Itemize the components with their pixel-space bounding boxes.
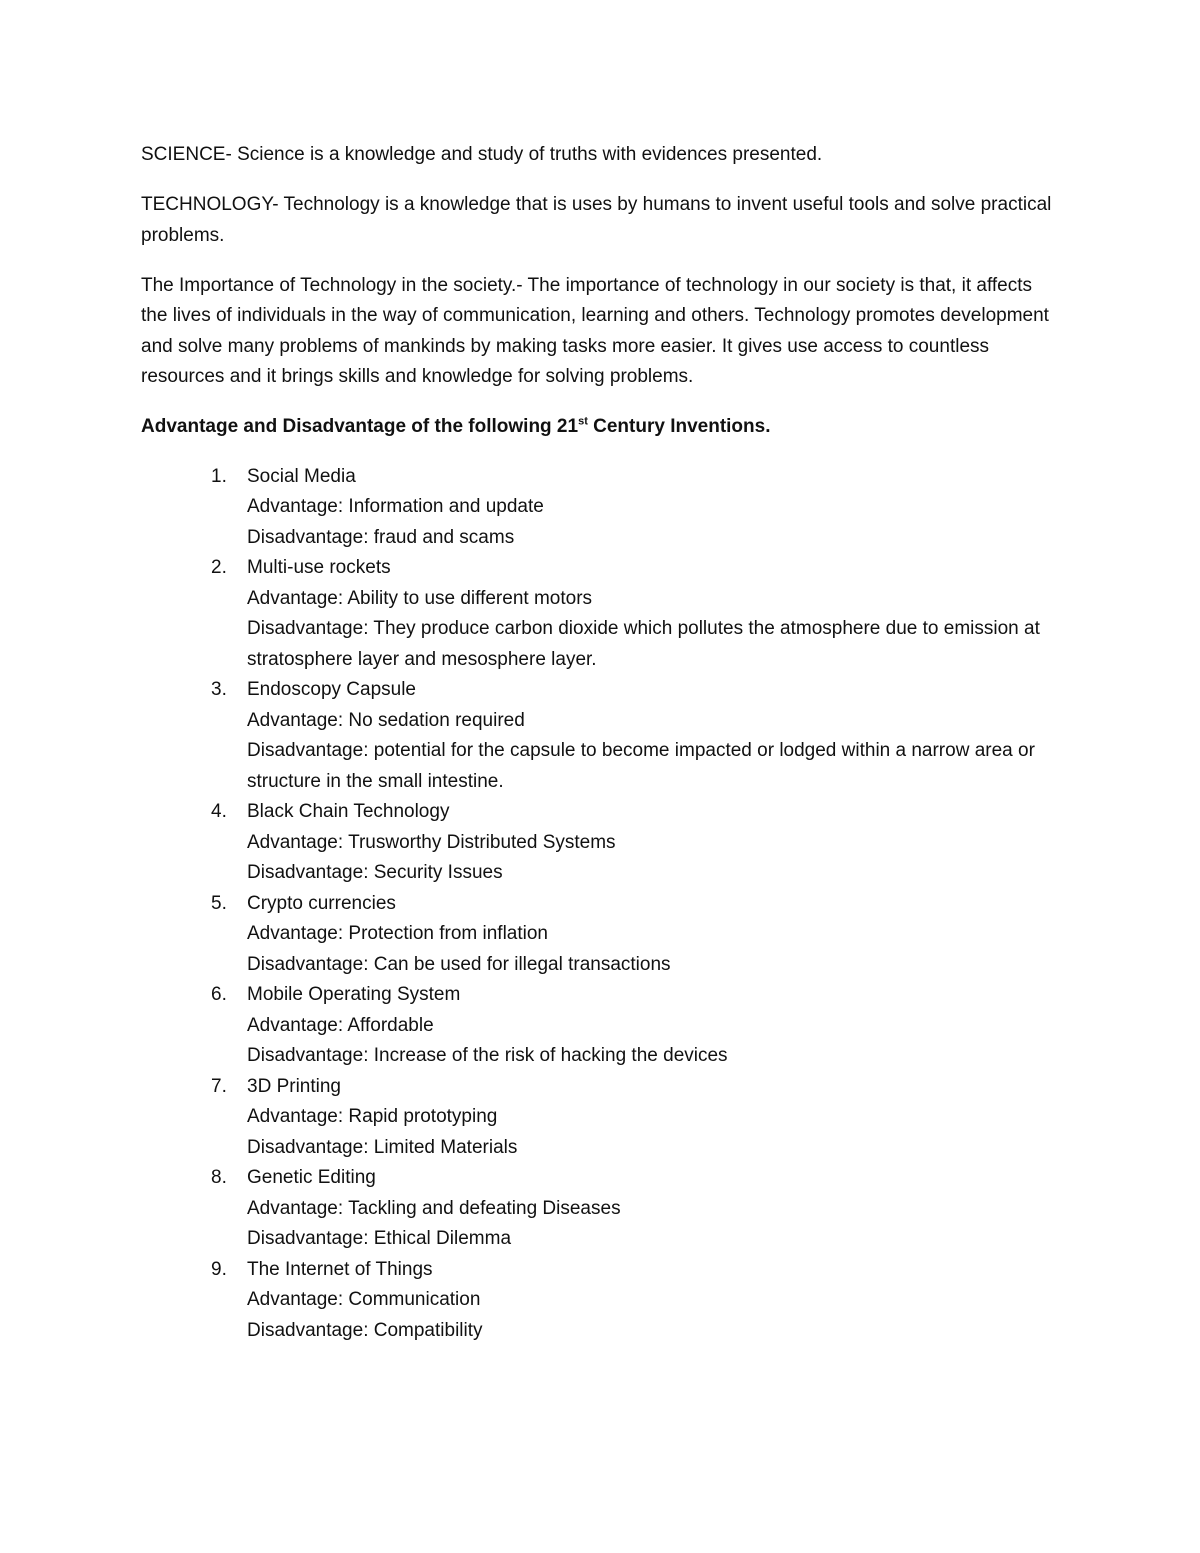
list-item-number: 8. bbox=[211, 1167, 227, 1188]
invention-title: The Internet of Things bbox=[247, 1258, 433, 1280]
disadvantage-text: Disadvantage: potential for the capsule to become impacted or lodged within a narrow area or structure in the small intestine. bbox=[247, 740, 1035, 792]
heading-suffix: Century Inventions. bbox=[587, 416, 771, 437]
technology-definition-paragraph: TECHNOLOGY- Technology is a knowledge that is uses by humans to invent useful tools and solve practical problems. bbox=[141, 194, 1052, 246]
invention-title: Endoscopy Capsule bbox=[247, 679, 416, 700]
inventions-heading bbox=[141, 412, 1056, 443]
disadvantage-text: Disadvantage: Increase of the risk of hacking the devices bbox=[247, 1045, 728, 1066]
disadvantage-text: Disadvantage: fraud and scams bbox=[247, 526, 515, 548]
advantage-text: Advantage: Affordable bbox=[247, 1014, 434, 1036]
invention-title: Crypto currencies bbox=[247, 892, 396, 914]
list-item bbox=[141, 1163, 1056, 1255]
list-item bbox=[141, 889, 1056, 981]
list-item-number: 2. bbox=[211, 557, 227, 578]
advantage-text: Advantage: Rapid prototyping bbox=[247, 1106, 498, 1127]
heading-prefix: Advantage and Disadvantage of the following 21 bbox=[141, 416, 579, 437]
list-item bbox=[141, 553, 1056, 675]
disadvantage-text: Disadvantage: Compatibility bbox=[247, 1319, 483, 1341]
invention-title: Mobile Operating System bbox=[247, 984, 461, 1005]
list-item-number: 3. bbox=[211, 679, 227, 700]
invention-title: Genetic Editing bbox=[247, 1167, 376, 1188]
disadvantage-text: Disadvantage: Security Issues bbox=[247, 862, 503, 883]
invention-title: Black Chain Technology bbox=[247, 801, 450, 822]
science-definition-paragraph: SCIENCE- Science is a knowledge and study of truths with evidences presented. bbox=[141, 144, 823, 165]
advantage-text: Advantage: Protection from inflation bbox=[247, 923, 549, 944]
list-item-number: 5. bbox=[211, 892, 227, 914]
list-item-number: 6. bbox=[211, 984, 227, 1005]
list-item-number: 1. bbox=[211, 465, 227, 487]
list-item bbox=[141, 1072, 1056, 1164]
list-item bbox=[141, 797, 1056, 889]
list-item-number: 9. bbox=[211, 1258, 227, 1280]
advantage-text: Advantage: Information and update bbox=[247, 496, 544, 517]
invention-title: 3D Printing bbox=[247, 1075, 341, 1097]
advantage-text: Advantage: Trusworthy Distributed Systems bbox=[247, 831, 616, 853]
invention-title: Multi-use rockets bbox=[247, 557, 391, 578]
document-content bbox=[141, 140, 1056, 1346]
disadvantage-text: Disadvantage: Limited Materials bbox=[247, 1136, 518, 1158]
list-item bbox=[141, 462, 1056, 554]
advantage-text: Advantage: Tackling and defeating Diseases bbox=[247, 1197, 621, 1219]
disadvantage-text: Disadvantage: Ethical Dilemma bbox=[247, 1228, 512, 1249]
inventions-list bbox=[141, 462, 1056, 1347]
list-item bbox=[141, 980, 1056, 1072]
advantage-text: Advantage: No sedation required bbox=[247, 709, 525, 731]
list-item-number: 7. bbox=[211, 1075, 227, 1097]
list-item bbox=[141, 1255, 1056, 1347]
advantage-text: Advantage: Ability to use different motors bbox=[247, 587, 593, 609]
advantage-text: Advantage: Communication bbox=[247, 1289, 481, 1310]
heading-superscript: st bbox=[578, 415, 588, 428]
disadvantage-text: Disadvantage: They produce carbon dioxide which pollutes the atmosphere due to emission at stratosphere layer and mesosphere layer. bbox=[247, 618, 1040, 670]
invention-title: Social Media bbox=[247, 465, 356, 487]
list-item-number: 4. bbox=[211, 801, 227, 822]
disadvantage-text: Disadvantage: Can be used for illegal transactions bbox=[247, 953, 671, 975]
technology-importance-paragraph: The Importance of Technology in the society.- The importance of technology in our society is that, it affects the lives of individuals in the way of communication, learning and others. Technology promotes development and solve many problems of mankinds by making tasks more easier. It gives use access to countless resources and it brings skills and knowledge for solving problems. bbox=[141, 274, 1049, 387]
list-item bbox=[141, 675, 1056, 797]
